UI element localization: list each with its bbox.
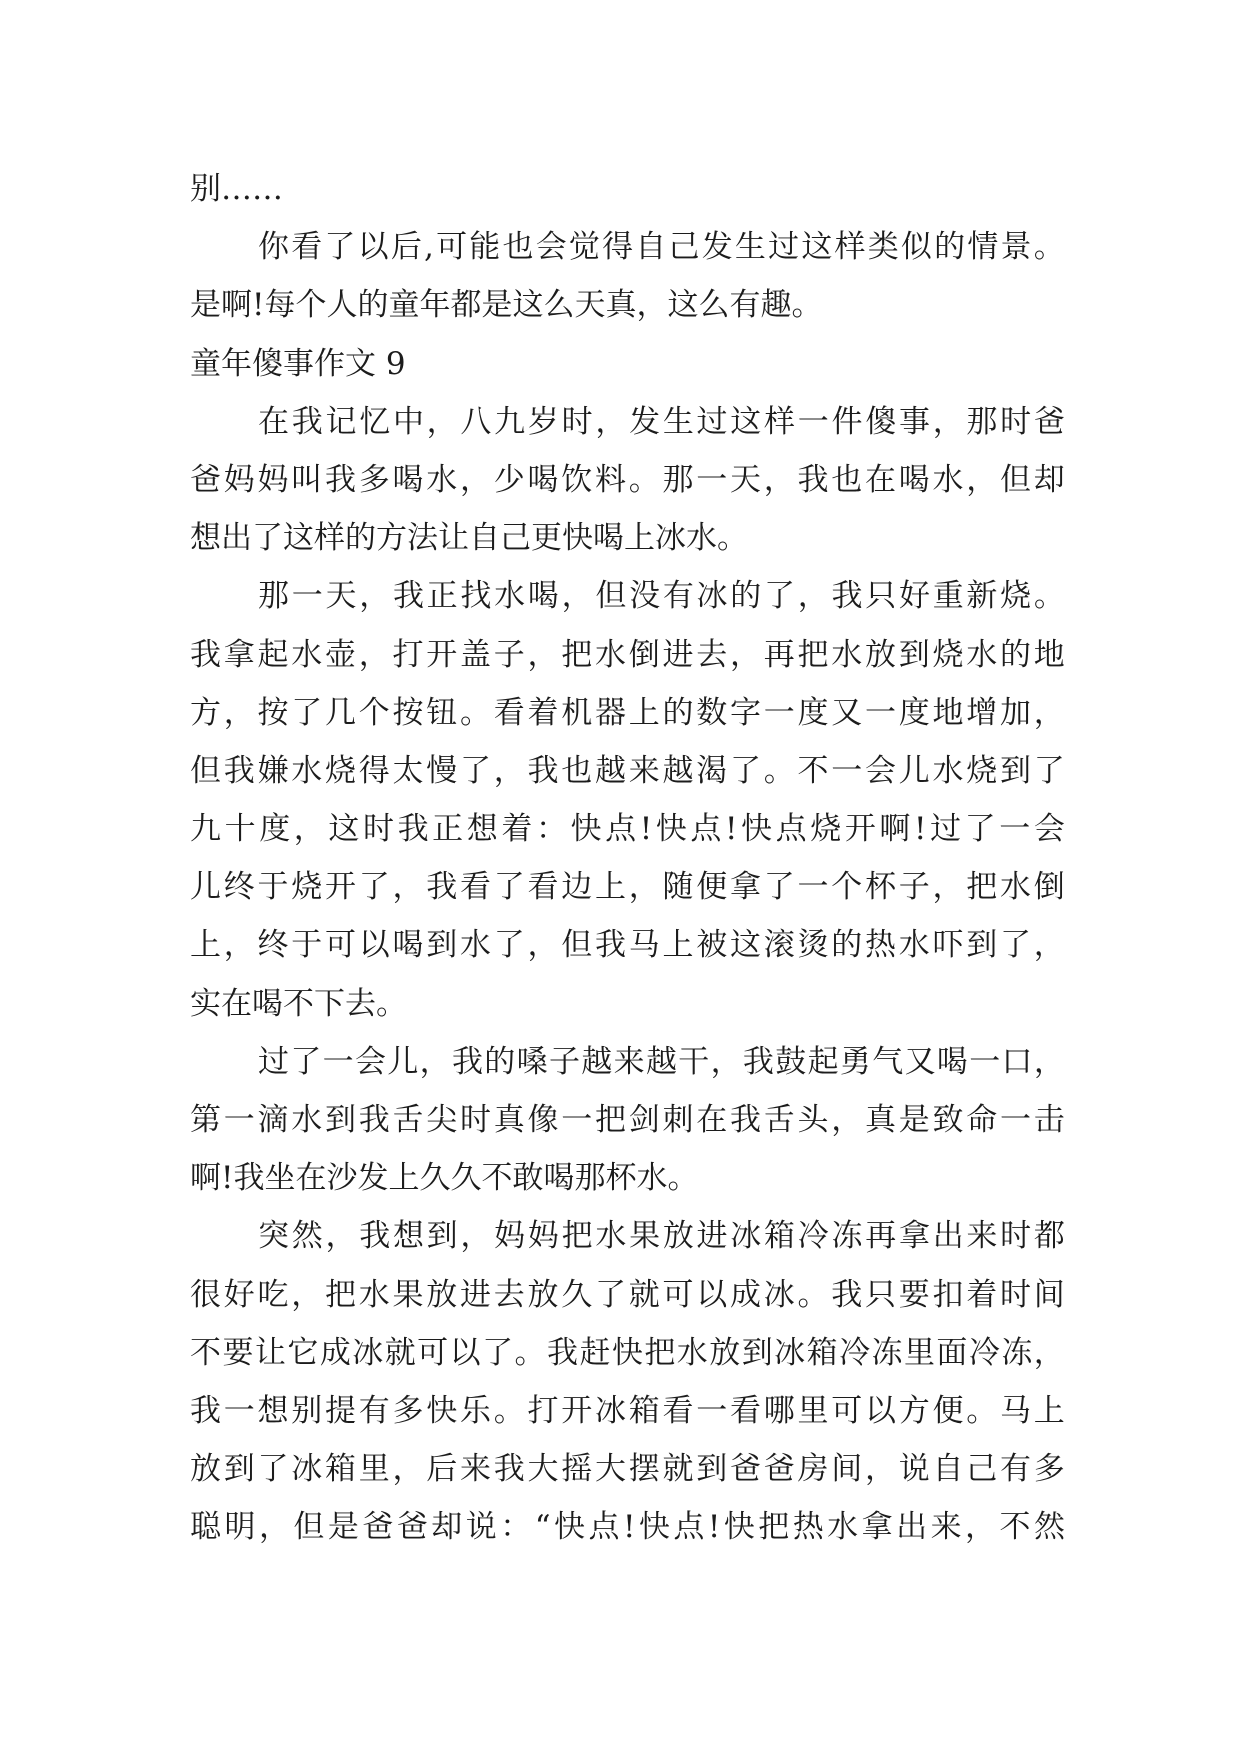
text-line: 想出了这样的方法让自己更快喝上冰水。 — [190, 520, 748, 557]
text-line: 聪 明 ， 但 是 爸 爸 却 说 ： “ 快 点 ! 快 点 ! 快 把 热 水 拿 出 来 ， 不 然 — [190, 1509, 1065, 1546]
text-line: 是啊!每个人的童年都是这么天真，这么有趣。 — [190, 287, 823, 324]
text-line: 上 ， 终 于 可 以 喝 到 水 了 ， 但 我 马 上 被 这 滚 烫 的 热 水 吓 到 了 ， — [190, 927, 1065, 964]
body-text — [190, 160, 1065, 1557]
text-line: 突 然 ， 我 想 到 ， 妈 妈 把 水 果 放 进 冰 箱 冷 冻 再 拿 出 来 时 都 — [258, 1218, 1065, 1255]
text-line: 方 ， 按 了 几 个 按 钮 。 看 着 机 器 上 的 数 字 一 度 又 一 度 地 增 加 ， — [190, 694, 1065, 731]
text-line: 在 我 记 忆 中 ， 八 九 岁 时 ， 发 生 过 这 样 一 件 傻 事 ， 那 时 爸 — [258, 403, 1065, 440]
text-line: 但 我 嫌 水 烧 得 太 慢 了 ， 我 也 越 来 越 渴 了 。 不 一 会 儿 水 烧 到 了 — [190, 752, 1065, 789]
section-heading: 童年傻事作文 9 — [190, 345, 406, 382]
text-line: 实在喝不下去。 — [190, 985, 407, 1022]
text-line: 过 了 一 会 儿 ， 我 的 嗓 子 越 来 越 干 ， 我 鼓 起 勇 气 又 喝 一 口 ， — [258, 1043, 1065, 1080]
text-line: 别…… — [190, 171, 283, 207]
text-line: 爸 妈 妈 叫 我 多 喝 水 ， 少 喝 饮 料 。 那 一 天 ， 我 也 在 喝 水 ， 但 却 — [190, 461, 1065, 498]
text-line: 不 要 让 它 成 冰 就 可 以 了 。 我 赶 快 把 水 放 到 冰 箱 冷 冻 里 面 冷 冻 ， — [190, 1334, 1065, 1371]
text-line: 儿 终 于 烧 开 了 ， 我 看 了 看 边 上 ， 随 便 拿 了 一 个 杯 子 ， 把 水 倒 — [190, 869, 1065, 906]
text-line: 放 到 了 冰 箱 里 ， 后 来 我 大 摇 大 摆 就 到 爸 爸 房 间 ， 说 自 己 有 多 — [190, 1451, 1065, 1488]
text-line: 九 十 度 ， 这 时 我 正 想 着 ： 快 点 ! 快 点 ! 快 点 烧 开 啊 ! 过 了 一 会 — [190, 811, 1065, 848]
text-line: 很 好 吃 ， 把 水 果 放 进 去 放 久 了 就 可 以 成 冰 。 我 只 要 扣 着 时 间 — [190, 1276, 1065, 1313]
text-line: 啊!我坐在沙发上久久不敢喝那杯水。 — [190, 1160, 699, 1197]
text-line: 我 一 想 别 提 有 多 快 乐 。 打 开 冰 箱 看 一 看 哪 里 可 以 方 便 。 马 上 — [190, 1392, 1065, 1429]
text-line: 我 拿 起 水 壶 ， 打 开 盖 子 ， 把 水 倒 进 去 ， 再 把 水 放 到 烧 水 的 地 — [190, 636, 1065, 673]
text-line: 第 一 滴 水 到 我 舌 尖 时 真 像 一 把 剑 刺 在 我 舌 头 ， 真 是 致 命 一 击 — [190, 1102, 1065, 1138]
text-line: 你 看 了 以 后 , 可 能 也 会 觉 得 自 己 发 生 过 这 样 类 似 的 情 景 。 — [258, 229, 1065, 266]
text-line: 那 一 天 ， 我 正 找 水 喝 ， 但 没 有 冰 的 了 ， 我 只 好 重 新 烧 。 — [258, 578, 1065, 615]
